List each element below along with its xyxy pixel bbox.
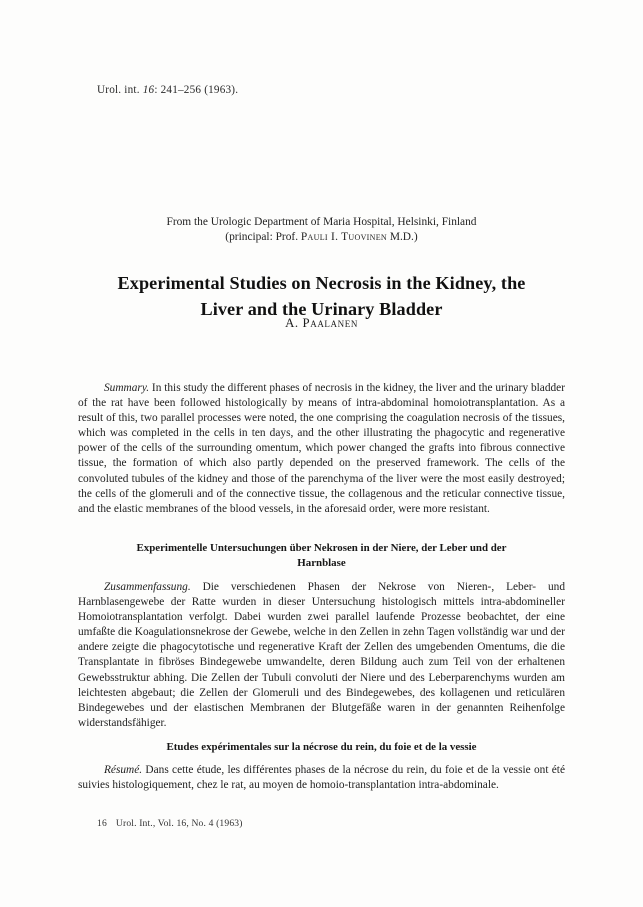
summary-paragraph	[78, 381, 565, 517]
french-paragraph	[78, 763, 565, 793]
page-footer	[97, 818, 243, 829]
german-lead-label: Zusammenfassung.	[104, 581, 191, 593]
running-head-pages: 241–256	[160, 84, 202, 96]
page-title	[78, 270, 565, 322]
german-abstract	[78, 580, 565, 731]
affiliation-line-1: From the Urologic Department of Maria Hospital, Helsinki, Finland	[166, 216, 477, 228]
summary-lead-label: Summary.	[104, 382, 150, 394]
affiliation-principal-prefix: (principal: Prof.	[225, 231, 301, 243]
summary-abstract	[78, 381, 565, 517]
footer-citation: Urol. Int., Vol. 16, No. 4 (1963)	[115, 818, 243, 829]
german-section-heading	[78, 541, 565, 570]
title-line-2: Liver and the Urinary Bladder	[200, 299, 443, 320]
german-paragraph	[78, 580, 565, 731]
german-heading-line-1: Experimentelle Untersuchungen über Nekrosen in der Niere, der Leber und der	[136, 542, 507, 554]
running-head	[97, 84, 238, 96]
author-name: A. Paalanen	[285, 316, 358, 330]
german-heading-line-2: Harnblase	[297, 556, 346, 569]
running-head-journal: Urol. int.	[97, 84, 140, 96]
title-line-1: Experimental Studies on Necrosis in the Kidney, the	[117, 273, 526, 294]
folio-number: 16	[97, 818, 107, 829]
french-body-text: Dans cette étude, les différentes phases de la nécrose du rein, du foie et de la vessie ont été suivies histologiquement, chez le rat, au moyen de homoio-transplantation intra-abdominale.	[78, 764, 565, 792]
affiliation-principal-suffix: M.D.)	[386, 231, 418, 243]
summary-body-text: In this study the different phases of necrosis in the kidney, the liver and the urinary bladder of the rat have been followed histologically by means of intra-abdominal homoiotransplantation. As a result of this, two parallel processes were noted, the one comprising the coagulation necrosis of the tissues, which was completed in the cells in ten days, and the other illustrating the phagocytic and regenerative power of the cells of the surrounding omentum, which power changed the grafts into fibrous connective tissue, the formation of which also partly depended on the preserved framework. The cells of the convoluted tubules of the kidney and those of the parenchyma of the liver were the most easily destroyed; the cells of the glomeruli and of the connective tissue, the collagenous and the reticular connective tissue, and the elastic membranes of the blood vessels, in the aforesaid order, were more resistant.	[78, 382, 565, 515]
affiliation-line-2	[78, 230, 565, 245]
french-lead-label: Résumé.	[104, 764, 143, 776]
running-head-separator: :	[154, 84, 158, 96]
affiliation-principal-name: Pauli I. Tuovinen	[300, 231, 387, 243]
french-abstract	[78, 763, 565, 793]
german-body-text: Die verschiedenen Phasen der Nekrose von Nieren-, Leber- und Harnblasengewebe der Ratte wurden in dieser Untersuchung histologisch mittels intra-abdomineller Homoiotransplantation verfolgt. Dabei wurden zwei parallel laufende Prozesse beobachtet, der eine umfaßte die Koagulationsnekrose der Gewebe, welche in den Zellen in zehn Tagen vollständig war und der andere zeigte die phagocytotische und regenerative Kraft der Zellen des umgebenden Omentums, die die Transplantate in fibröses Bindegewebe umwandelte, deren Bildung auch zum Teil von der erhaltenen Gewebsstruktur abhing. Die Zellen der Tubuli convoluti der Niere und des Leberparenchyms wurden am leichtesten abgebaut; die Zellen der Glomeruli und des Bindegewebes, des kollagenen und reticulären Bindegewebes und der elastischen Membranen der Blutgefäße waren in der genannten Reihenfolge widerstandsfähiger.	[78, 581, 565, 729]
running-head-year: (1963).	[204, 84, 239, 96]
page-content	[78, 0, 565, 907]
affiliation	[78, 215, 565, 245]
french-section-heading: Etudes expérimentales sur la nécrose du rein, du foie et de la vessie	[166, 741, 477, 753]
running-head-volume: 16	[142, 84, 155, 96]
